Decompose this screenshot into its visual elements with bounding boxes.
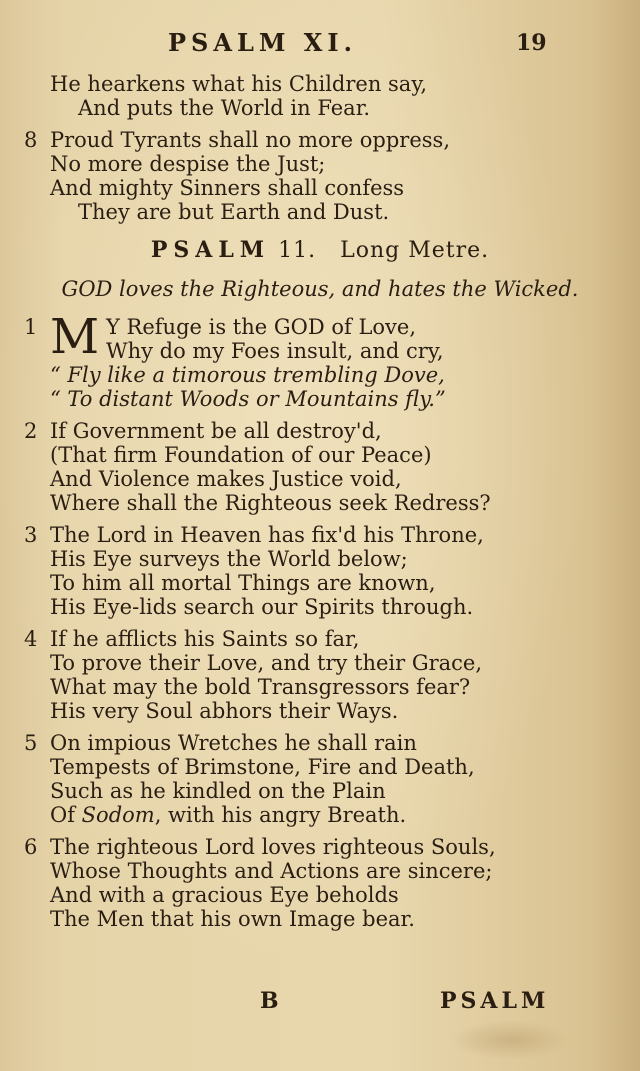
psalm-heading-metre: Long Metre. [340,238,490,263]
stanza-number: 2 [24,419,38,443]
stanza-number: 4 [24,627,38,651]
verse-line [0,803,640,827]
page-header [0,28,640,58]
verse-line: His Eye surveys the World below; [50,547,408,571]
stanza-5 [0,731,640,827]
verse-line: The Lord in Heaven has fix'd his Throne, [50,523,484,547]
drop-cap: M [50,309,100,365]
stanza-number: 8 [24,128,38,152]
stanza-8 [0,128,640,224]
stanza-2 [0,419,640,515]
verse-line: If Government be all destroy'd, [50,419,382,443]
page-footer [0,988,640,1018]
paper-stain [450,1020,570,1060]
page-number: 19 [516,30,547,56]
stanza-3 [0,523,640,619]
psalm-text [0,72,640,931]
running-title: PSALM XI. [168,28,357,57]
psalm-heading-word: PSALM [150,237,271,263]
verse-line: (That firm Foundation of our Peace) [50,443,432,467]
verse-line: Whose Thoughts and Actions are sincere; [50,859,493,883]
verse-line: If he afflicts his Saints so far, [50,627,360,651]
verse-text-italic: Sodom [81,803,155,827]
stanza-number: 1 [24,315,38,339]
verse-text: , with his angry Breath. [154,803,407,827]
verse-line: Why do my Foes insult, and cry, [106,339,444,363]
verse-line: What may the bold Transgressors fear? [50,675,471,699]
verse-line: To prove their Love, and try their Grace, [50,651,483,675]
verse-line: His very Soul abhors their Ways. [50,699,399,723]
verse-line: Tempests of Brimstone, Fire and Death, [50,755,475,779]
stanza-number: 6 [24,835,38,859]
verse-line: No more despise the Just; [50,152,326,176]
verse-line: And mighty Sinners shall confess [50,176,405,200]
signature-mark: B [260,988,279,1014]
verse-line: And with a gracious Eye beholds [50,883,399,907]
verse-text: Of [50,803,82,827]
verse-line: Where shall the Righteous seek Redress? [50,491,491,515]
verse-line: To him all mortal Things are known, [50,571,436,595]
verse-line: The Men that his own Image bear. [50,907,415,931]
verse-line: Such as he kindled on the Plain [50,779,386,803]
stanza-6 [0,835,640,931]
catchword: PSALM [440,988,550,1014]
verse-line: His Eye-lids search our Spirits through. [50,595,474,619]
verse-line: The righteous Lord loves righteous Souls, [50,835,496,859]
verse-line: Proud Tyrants shall no more oppress, [50,128,450,152]
stanza-continuation [0,72,640,120]
verse-line: They are but Earth and Dust. [78,200,390,224]
stanza-1 [0,309,640,411]
verse-line: “ To distant Woods or Mountains fly.” [50,387,446,411]
psalm-heading [0,238,640,263]
psalm-heading-number: 11. [278,238,317,263]
verse-line: Y Refuge is the GOD of Love, [106,315,417,339]
verse-line: “ Fly like a timorous trembling Dove, [50,363,445,387]
verse-line: On impious Wretches he shall rain [50,731,417,755]
stanza-number: 5 [24,731,38,755]
verse-line: And puts the World in Fear. [78,96,371,120]
stanza-number: 3 [24,523,38,547]
stanza-4 [0,627,640,723]
psalm-subtitle: GOD loves the Righteous, and hates the Wicked. [61,277,579,301]
verse-line: And Violence makes Justice void, [50,467,402,491]
verse-line: He hearkens what his Children say, [50,72,428,96]
